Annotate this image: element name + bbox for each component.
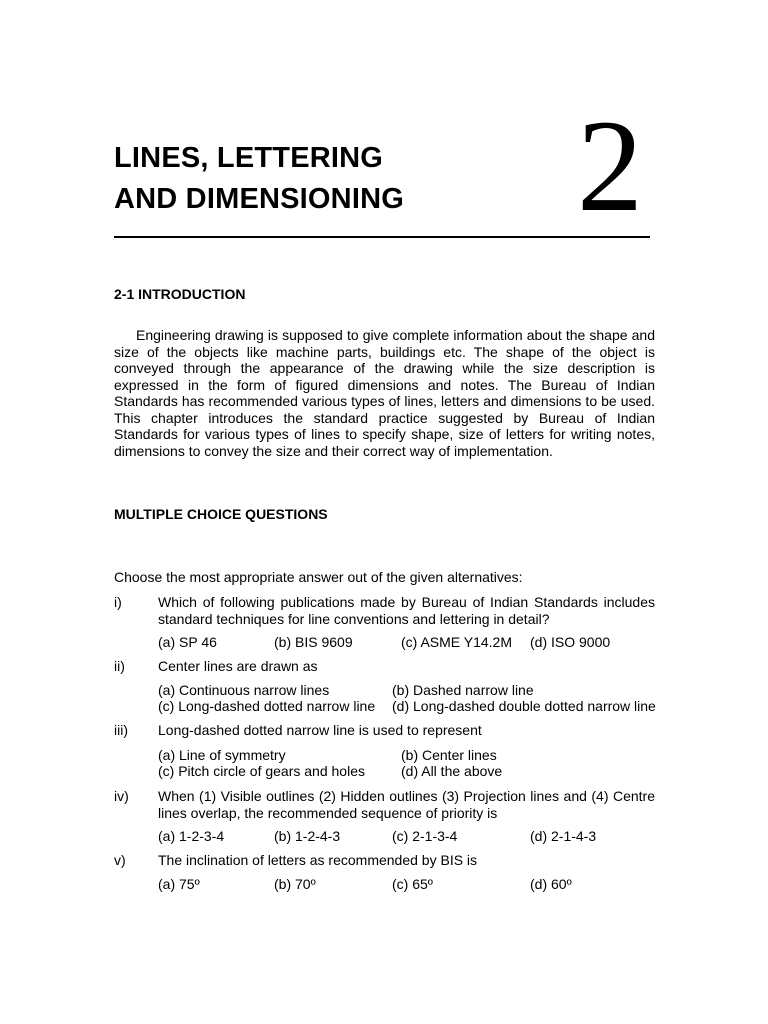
option-b: (b) 70º: [274, 876, 316, 892]
question-number: iii): [114, 722, 128, 738]
option-d: (d) 2-1-4-3: [530, 828, 597, 844]
option-c: (c) Long-dashed dotted narrow line: [158, 698, 376, 714]
introduction-paragraph: Engineering drawing is supposed to give complete information about the shape and size of the objects like machine parts, buildings etc. The shape of the object is conveyed through the appearance of the drawing while the size description is expressed in the form of figured dimensions and notes. The Bureau of Indian Standards has recommended various types of lines, letters and dimensions to be used. This chapter introduces the standard practice suggested by Bureau of Indian Standards for various types of lines to specify shape, size of letters for writing notes, dimensions to convey the size and their correct way of implementation.: [114, 327, 655, 459]
option-b: (b) Dashed narrow line: [392, 682, 534, 698]
option-d: (d) Long-dashed double dotted narrow line: [392, 698, 656, 714]
question-text: Long-dashed dotted narrow line is used to represent: [158, 722, 482, 738]
question-number: iv): [114, 788, 129, 804]
chapter-number: 2: [577, 92, 643, 239]
option-b: (b) 1-2-4-3: [274, 828, 341, 844]
question-number: ii): [114, 658, 125, 674]
question-text: Which of following publications made by Bureau of Indian Standards includes standard techniques for line conventions and lettering in detail?: [158, 594, 655, 627]
question-item: [114, 852, 655, 869]
option-d: (d) 60º: [530, 876, 572, 892]
chapter-title-line-2: AND DIMENSIONING: [114, 183, 404, 215]
question-text: Center lines are drawn as: [158, 658, 318, 674]
option-a: (a) Continuous narrow lines: [158, 682, 330, 698]
question-text: The inclination of letters as recommended by BIS is: [158, 852, 478, 868]
option-a: (a) Line of symmetry: [158, 747, 286, 763]
chapter-title: [114, 138, 404, 220]
question-number: i): [114, 594, 122, 610]
option-a: (a) 75º: [158, 876, 200, 892]
option-c: (c) Pitch circle of gears and holes: [158, 763, 365, 779]
option-c: (c) 2-1-3-4: [392, 828, 458, 844]
chapter-title-line-1: LINES, LETTERING: [114, 142, 384, 174]
question-item: [114, 722, 655, 739]
option-c: (c) 65º: [392, 876, 433, 892]
option-b: (b) Center lines: [401, 747, 497, 763]
option-d: (d) All the above: [401, 763, 503, 779]
introduction-heading: 2-1 INTRODUCTION: [114, 286, 246, 302]
option-a: (a) SP 46: [158, 634, 217, 650]
question-item: [114, 788, 655, 821]
option-a: (a) 1-2-3-4: [158, 828, 225, 844]
question-item: [114, 658, 655, 675]
question-number: v): [114, 852, 126, 868]
mcq-instructions: Choose the most appropriate answer out of the given alternatives:: [114, 569, 523, 585]
option-c: (c) ASME Y14.2M: [401, 634, 513, 650]
option-b: (b) BIS 9609: [274, 634, 353, 650]
question-text: When (1) Visible outlines (2) Hidden outlines (3) Projection lines and (4) Centre lines overlap, the recommended sequence of priority is: [158, 788, 655, 821]
title-divider: [114, 236, 650, 238]
option-d: (d) ISO 9000: [530, 634, 611, 650]
question-item: [114, 594, 655, 627]
mcq-heading: MULTIPLE CHOICE QUESTIONS: [114, 506, 328, 522]
